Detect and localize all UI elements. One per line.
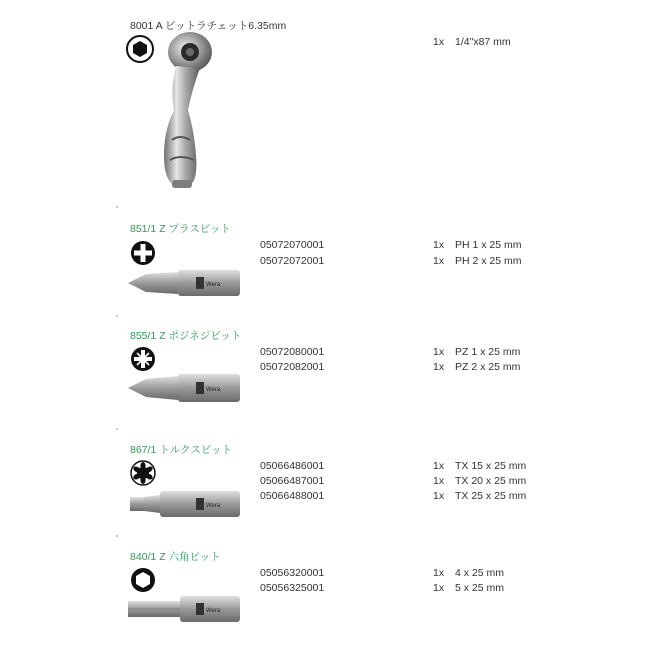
- brand-mark: Wera: [206, 503, 221, 509]
- table-row: [0, 35, 650, 50]
- divider-dot: [116, 206, 118, 208]
- section-title-hex: 840/1 Z 六角ビット: [130, 551, 221, 563]
- quantity: 1x: [433, 346, 445, 358]
- table-row: [0, 459, 650, 474]
- article-code: 05072082001: [260, 361, 325, 373]
- pozidriv-bit-image: [126, 372, 246, 404]
- spec: 1/4"x87 mm: [455, 36, 511, 48]
- table-row: [0, 489, 650, 504]
- table-row: [0, 238, 650, 253]
- section-title-phillips: 851/1 Z プラスビット: [130, 223, 231, 235]
- table-row: [0, 581, 650, 596]
- brand-mark: Wera: [206, 608, 221, 614]
- quantity: 1x: [433, 460, 445, 472]
- divider-dot: [116, 315, 118, 317]
- table-row: [0, 566, 650, 581]
- article-code: 05066488001: [260, 490, 325, 502]
- spec: PH 1 x 25 mm: [455, 239, 522, 251]
- spec: TX 20 x 25 mm: [455, 475, 527, 487]
- spec: TX 25 x 25 mm: [455, 490, 527, 502]
- quantity: 1x: [433, 567, 445, 579]
- article-code: 05066487001: [260, 475, 325, 487]
- article-code: 05066486001: [260, 460, 325, 472]
- ratchet-image: [150, 30, 220, 200]
- phillips-bit-image: [126, 268, 246, 298]
- hex-bit-image: [126, 594, 246, 624]
- table-row: [0, 254, 650, 269]
- quantity: 1x: [433, 36, 445, 48]
- quantity: 1x: [433, 255, 445, 267]
- divider-dot: [116, 535, 118, 537]
- spec: TX 15 x 25 mm: [455, 460, 527, 472]
- spec: PZ 2 x 25 mm: [455, 361, 521, 373]
- spec: 4 x 25 mm: [455, 567, 505, 579]
- brand-mark: Wera: [206, 387, 221, 393]
- spec: PH 2 x 25 mm: [455, 255, 522, 267]
- article-code: 05072070001: [260, 239, 325, 251]
- divider-dot: [116, 428, 118, 430]
- quantity: 1x: [433, 239, 445, 251]
- article-code: 05072080001: [260, 346, 325, 358]
- table-row: [0, 345, 650, 360]
- table-row: [0, 474, 650, 489]
- spec: 5 x 25 mm: [455, 582, 505, 594]
- quantity: 1x: [433, 361, 445, 373]
- spec: PZ 1 x 25 mm: [455, 346, 521, 358]
- article-code: 05056320001: [260, 567, 325, 579]
- article-code: 05072072001: [260, 255, 325, 267]
- section-title-pozidriv: 855/1 Z ポジネジビット: [130, 330, 242, 342]
- article-code: 05056325001: [260, 582, 325, 594]
- section-title-ratchet: 8001 A ビットラチェット6.35mm: [130, 20, 287, 32]
- table-row: [0, 360, 650, 375]
- quantity: 1x: [433, 582, 445, 594]
- quantity: 1x: [433, 475, 445, 487]
- quantity: 1x: [433, 490, 445, 502]
- section-title-torx: 867/1 トルクスビット: [130, 444, 232, 456]
- brand-mark: Wera: [206, 282, 221, 288]
